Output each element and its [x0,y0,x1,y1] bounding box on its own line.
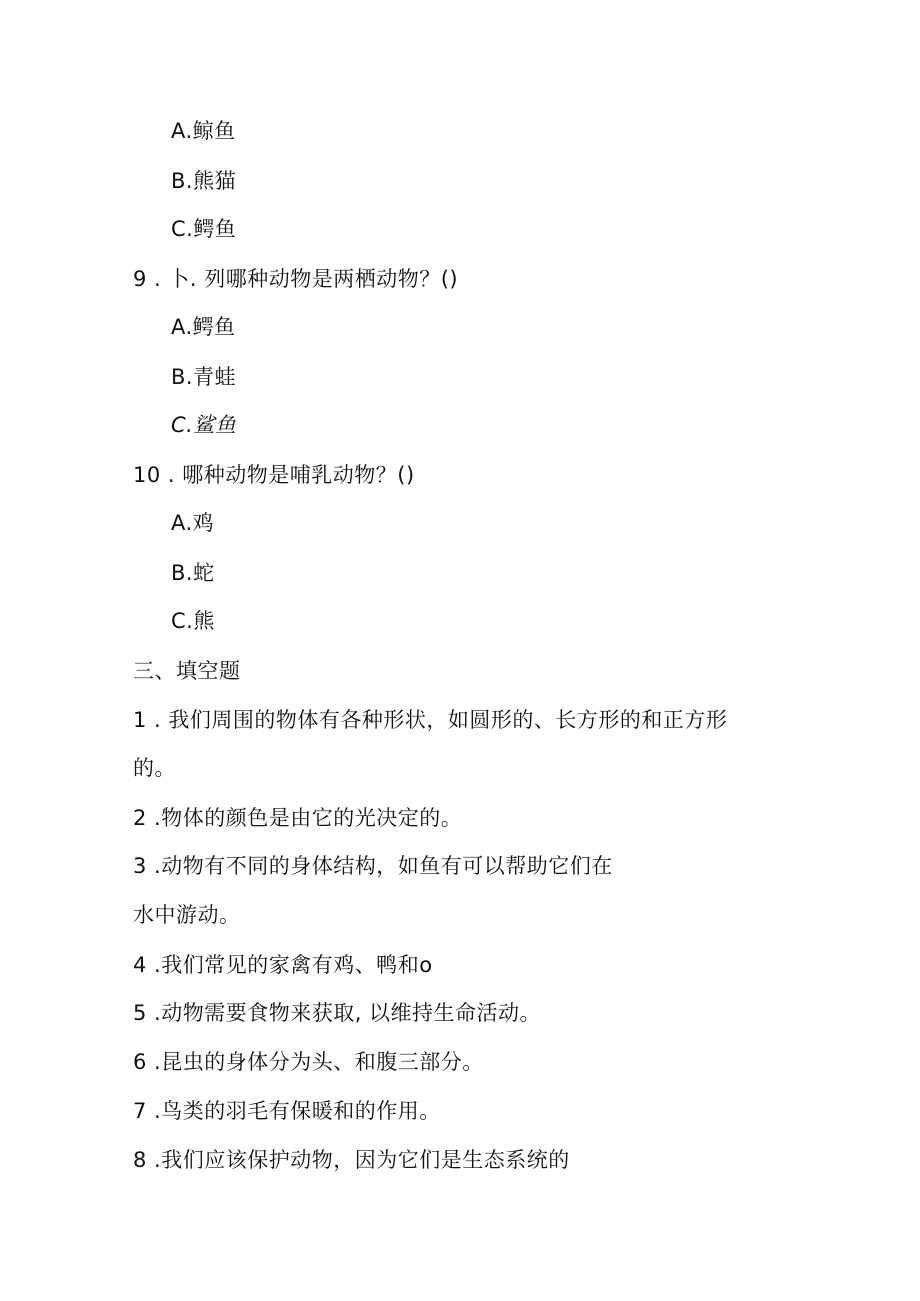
q10-option-a: A.鸡 [171,511,215,535]
q8-option-c: C.鳄鱼 [171,217,237,241]
fill-blank-5: 5 .动物需要食物来获取, 以维持生命活动。 [133,1001,542,1025]
fill-blank-2: 2 .物体的颜色是由它的光决定的。 [133,806,463,830]
fill-blank-6: 6 .昆虫的身体分为头、和腹三部分。 [133,1050,484,1074]
fill-blank-3-cont: 水中游动。 [133,903,241,927]
fill-blank-1-cont: 的。 [133,756,176,780]
q9-option-a: A.鳄鱼 [171,315,236,339]
fill-blank-1: 1 . 我们周围的物体有各种形状，如圆形的、长方形的和正方形 [133,708,728,732]
fill-blank-3: 3 .动物有不同的身体结构，如鱼有可以帮助它们在 [133,854,613,878]
q10-option-c: C.熊 [171,609,215,633]
q8-option-b: B.熊猫 [171,169,237,193]
fill-blank-7: 7 .鸟类的羽毛有保暖和的作用。 [133,1099,441,1123]
question-10: 10 . 哪种动物是哺乳动物？() [133,463,415,487]
q9-option-b: B.青蛙 [171,365,237,389]
fill-blank-4: 4 .我们常见的家禽有鸡、鸭和o [133,953,433,977]
q10-option-b: B.蛇 [171,561,215,585]
question-9: 9 . 卜. 列哪种动物是两栖动物？() [133,267,459,291]
q9-option-c: C.鲨鱼 [171,413,237,437]
q8-option-a: A.鲸鱼 [171,119,236,143]
section-title: 三、填空题 [133,659,241,683]
fill-blank-8: 8 .我们应该保护动物，因为它们是生态系统的 [133,1148,570,1172]
